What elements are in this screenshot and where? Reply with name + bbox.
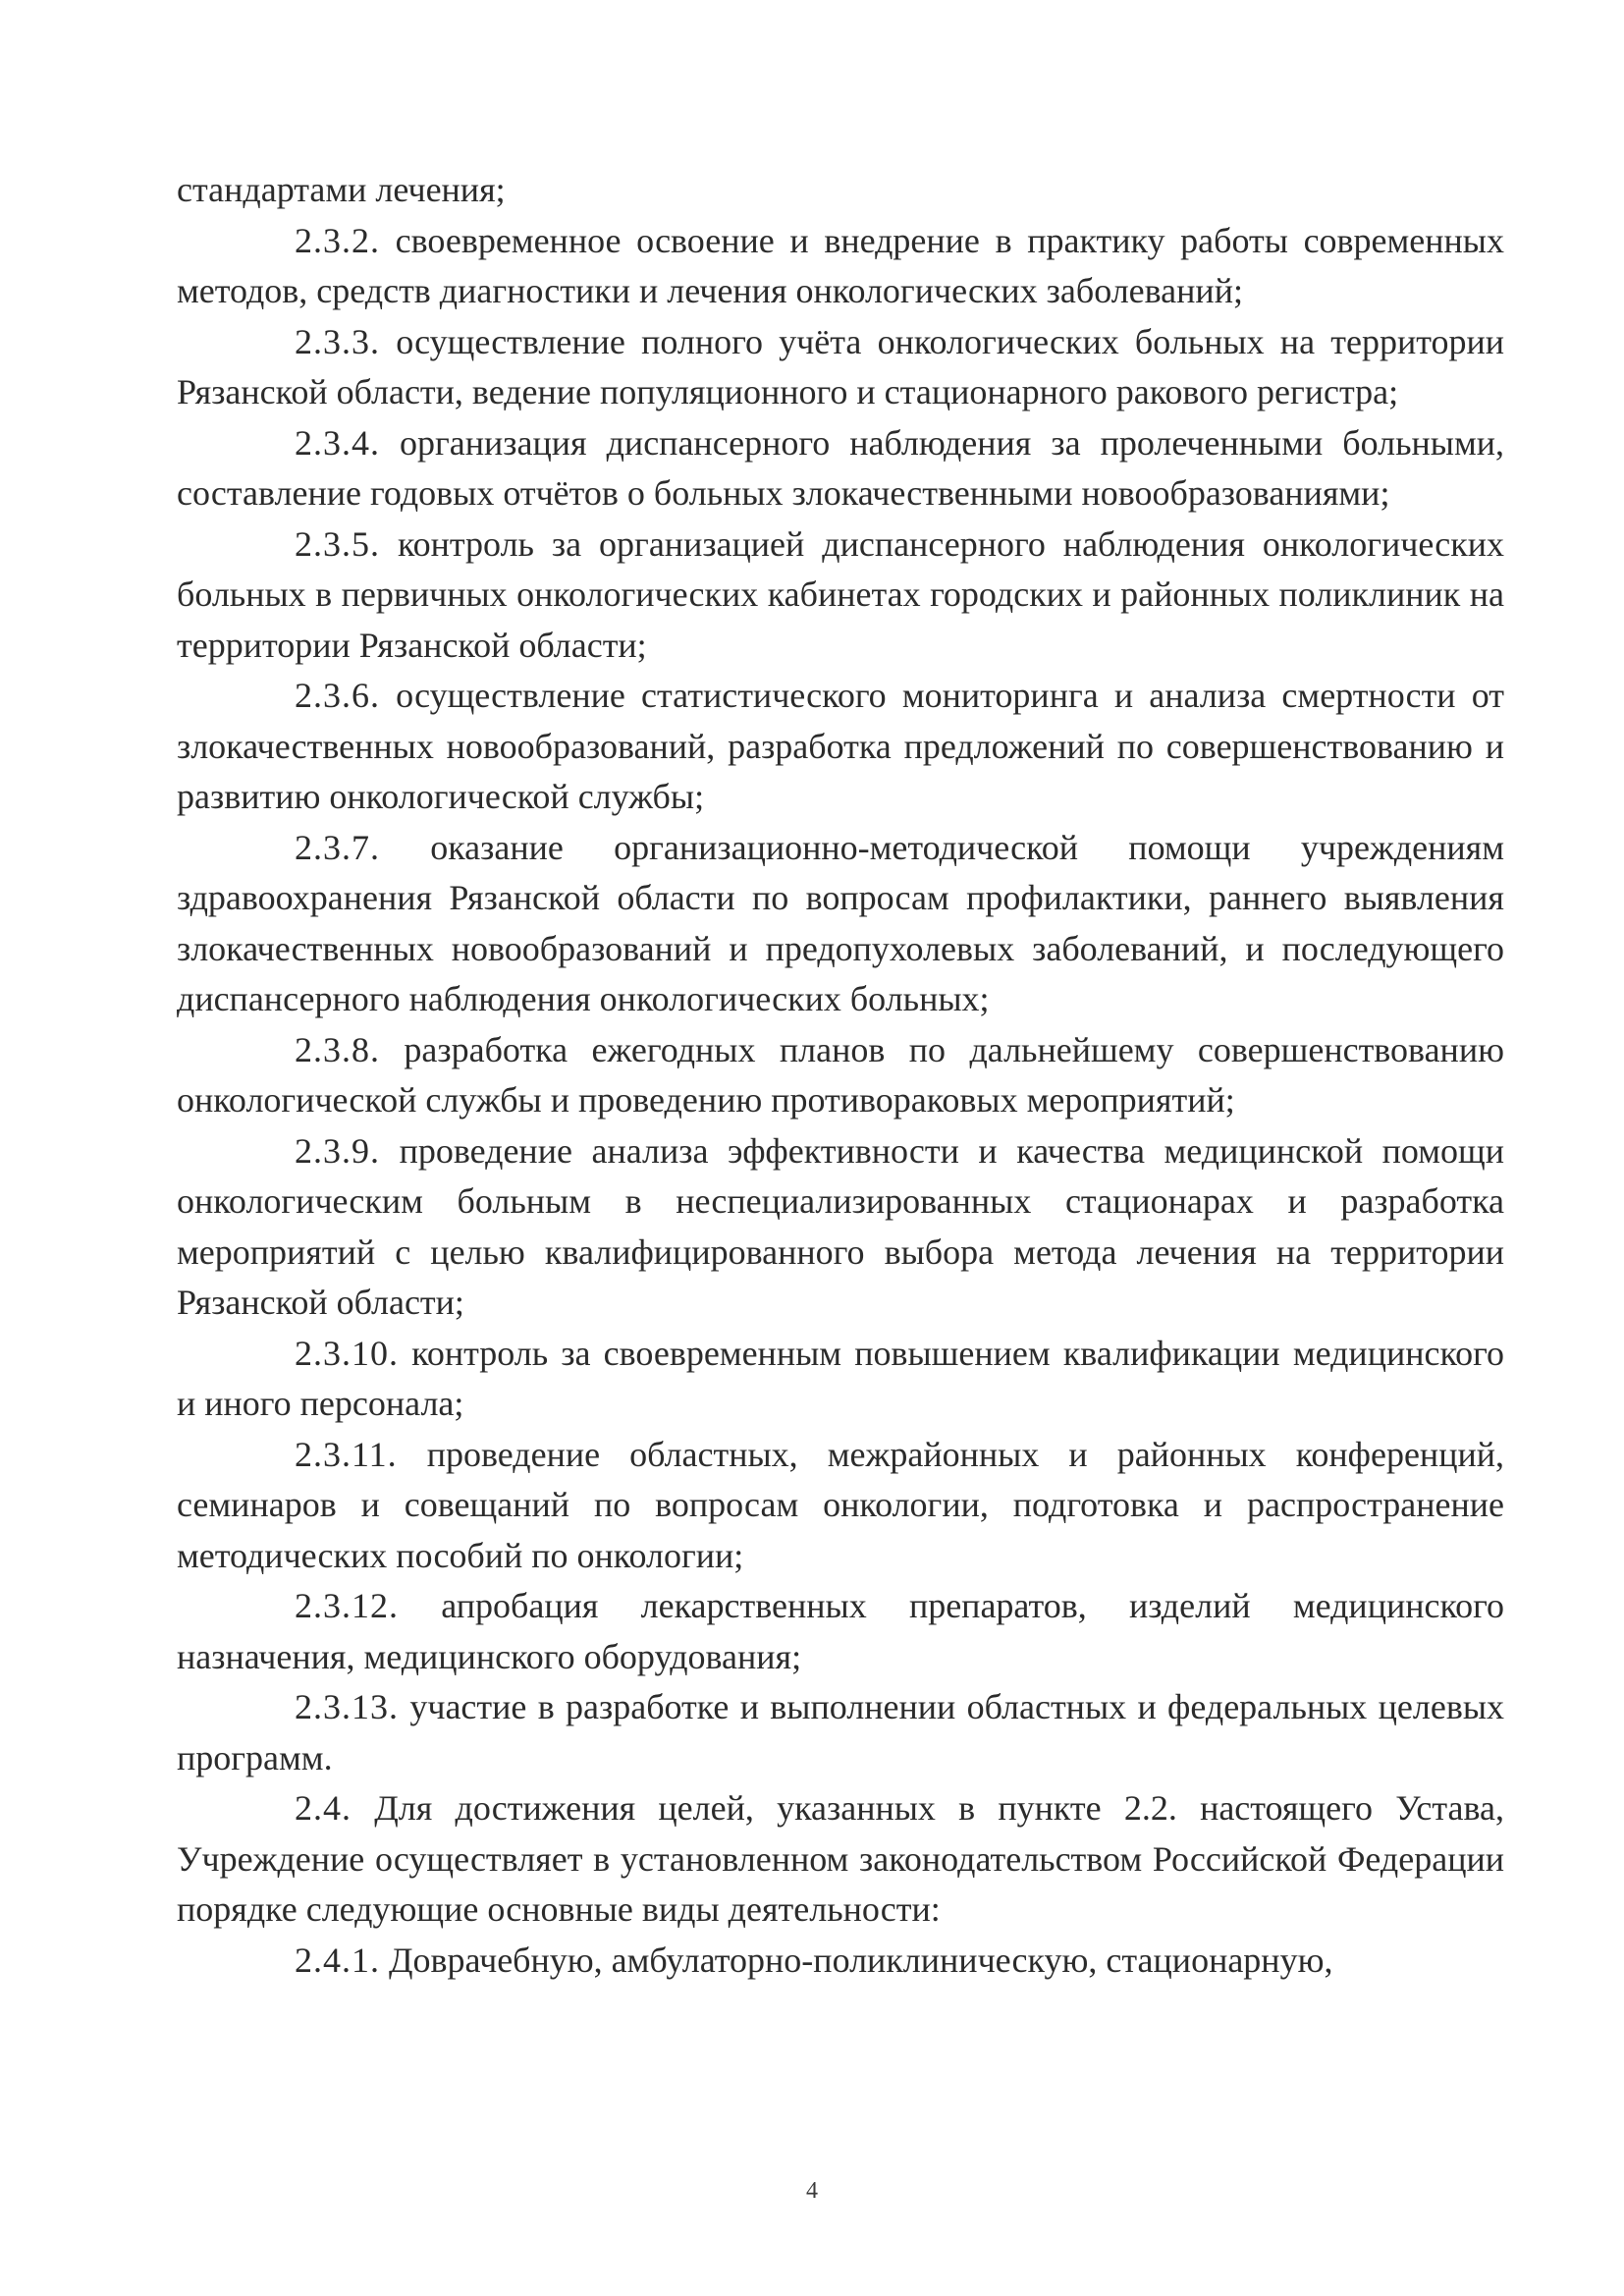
paragraph-text: Доврачебную, амбулаторно-поликлиническую, стационарную, [389,1940,1333,1980]
paragraph-text: апробация лекарственных препаратов, изделий медицинского назначения, медицинского оборудования; [177,1586,1505,1676]
paragraph-number: 2.3.6. [295,676,380,715]
paragraph-2-3-5 [177,519,1504,672]
paragraph-2-3-6 [177,671,1504,823]
paragraph-text: разработка ежегодных планов по дальнейшему совершенствованию онкологической службы и проведению противораковых мероприятий; [177,1029,1504,1120]
paragraph-number: 2.3.10. [295,1333,399,1373]
paragraph-2-4 [177,1783,1504,1936]
paragraph-text: осуществление полного учёта онкологических больных на территории Рязанской области, ведение популяционного и стационарного ракового регистра; [177,321,1505,411]
paragraph-number: 2.3.8. [295,1029,380,1069]
paragraph-text: контроль за своевременным повышением квалификации медицинского и иного персонала; [177,1333,1504,1423]
paragraph-text: оказание организационно-методической помощи учреждениям здравоохранения Рязанской области по вопросам профилактики, раннего выявления злокачественных новообразований и предопухолевых заболеваний, и последующего диспансерного наблюдения онкологических больных; [177,827,1505,1018]
paragraph-text: Для достижения целей, указанных в пункте 2.2. настоящего Устава, Учреждение осуществляет в установленном законодательством Российской Федерации порядке следующие основные виды деятельности: [177,1788,1505,1929]
paragraph-number: 2.3.3. [295,321,380,361]
paragraph-number: 2.3.5. [295,523,380,564]
page-number: 4 [806,2178,818,2204]
paragraph-number: 2.4. [295,1788,352,1828]
paragraph-number: 2.3.13. [295,1687,399,1726]
paragraph-number: 2.3.7. [295,827,380,867]
paragraph-text: осуществление статистического мониторинга и анализа смертности от злокачественных новообразований, разработка предложений по совершенствованию и развитию онкологической службы; [177,676,1504,816]
paragraph-2-3-8 [177,1025,1504,1126]
paragraph-text: организация диспансерного наблюдения за пролеченными больными, составление годовых отчётов о больных злокачественными новообразованиями; [177,422,1505,513]
paragraph-2-3-3 [177,317,1504,418]
paragraph-2-3-11 [177,1430,1504,1582]
paragraph-text: участие в разработке и выполнении областных и федеральных целевых программ. [177,1687,1505,1777]
paragraph-number: 2.3.4. [295,422,380,463]
paragraph-2-3-12 [177,1581,1504,1682]
paragraph-text: своевременное освоение и внедрение в практику работы современных методов, средств диагностики и лечения онкологических заболеваний; [177,220,1504,310]
paragraph-number: 2.3.9. [295,1130,380,1171]
paragraph-2-3-4 [177,418,1504,519]
paragraph-2-3-2 [177,216,1504,317]
paragraph-number: 2.4.1. [295,1940,380,1980]
lead-paragraph: стандартами лечения; [177,170,506,209]
paragraph-text: проведение анализа эффективности и качества медицинской помощи онкологическим больным в неспециализированных стационарах и разработка мероприятий с целью квалифицированного выбора метода лечения на территории Рязанской области; [177,1130,1505,1322]
paragraph-text: контроль за организацией диспансерного наблюдения онкологических больных в первичных онкологических кабинетах городских и районных поликлиник на территории Рязанской области; [177,523,1504,665]
paragraph-2-3-9 [177,1126,1504,1329]
paragraph-number: 2.3.12. [295,1586,399,1625]
paragraph-number: 2.3.2. [295,220,380,260]
paragraph-number: 2.3.11. [295,1434,398,1474]
paragraph-text: проведение областных, межрайонных и районных конференций, семинаров и совещаний по вопросам онкологии, подготовка и распространение методических пособий по онкологии; [177,1434,1504,1575]
paragraph-2-3-10 [177,1329,1504,1430]
document-body [177,165,1504,1986]
paragraph-2-3-13 [177,1682,1504,1783]
paragraph-2-4-1 [177,1936,1504,1987]
paragraph-2-3-7 [177,823,1504,1025]
